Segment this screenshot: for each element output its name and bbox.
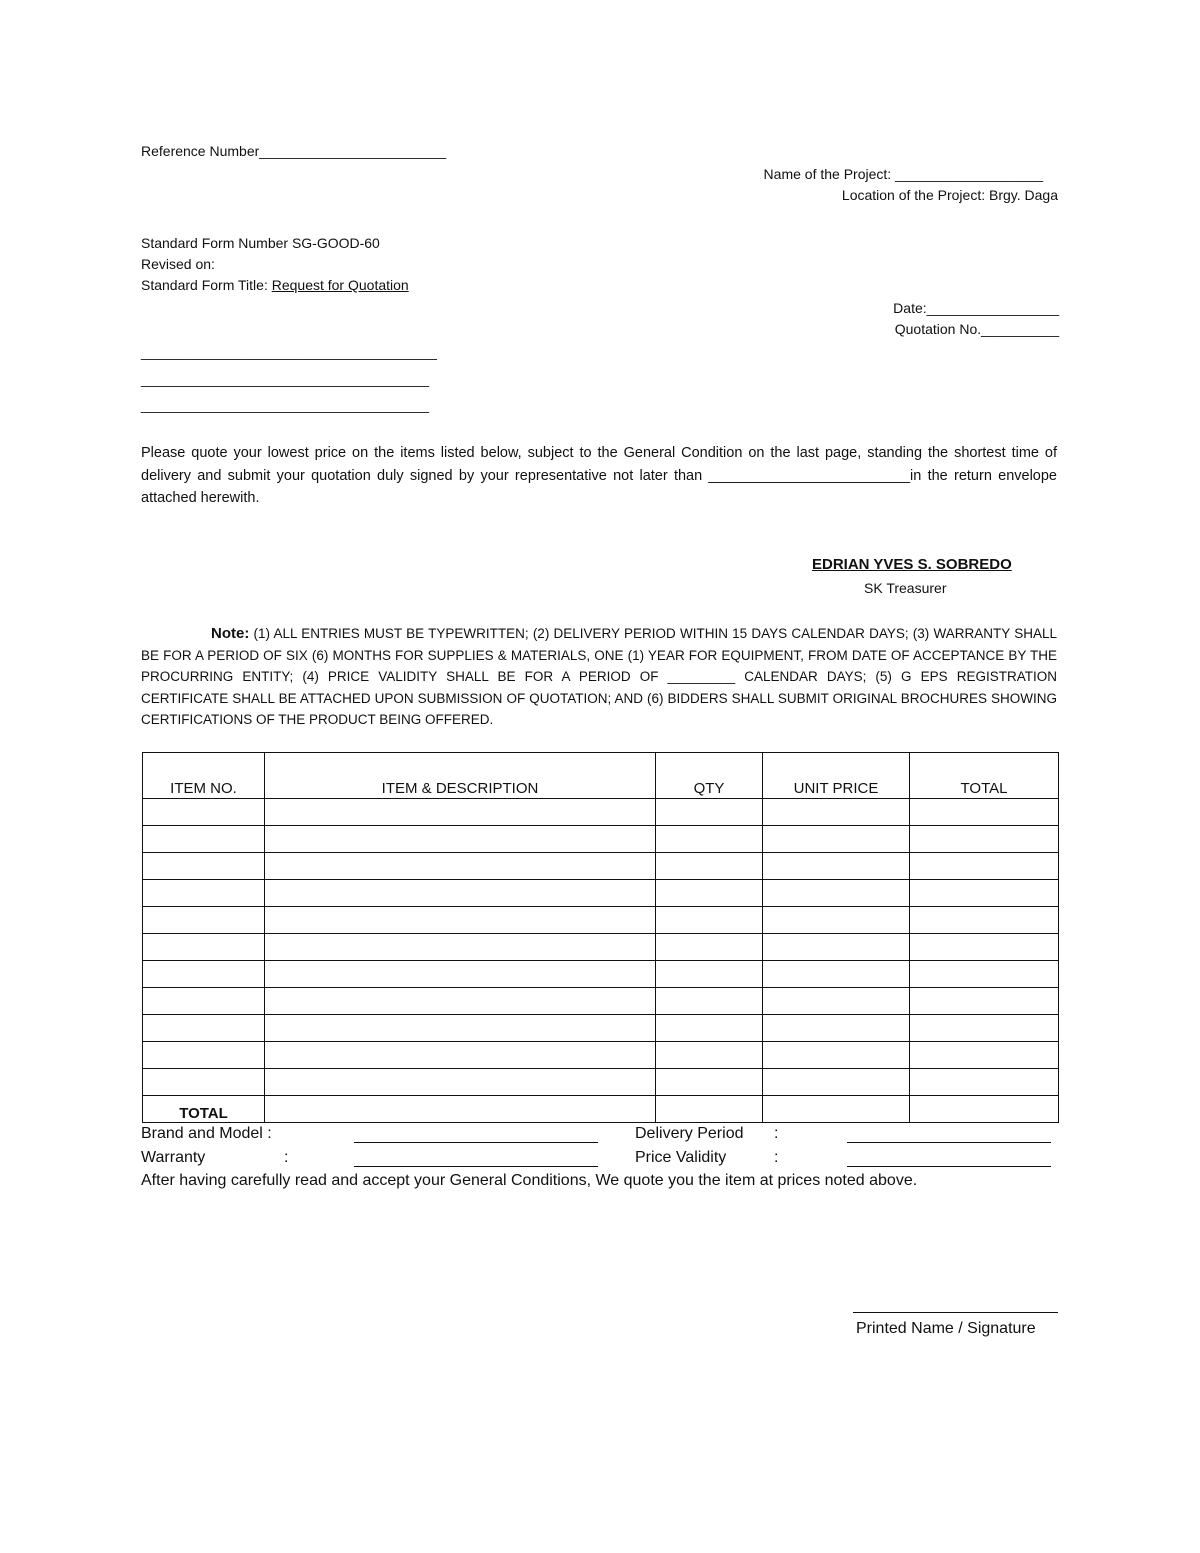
table-cell[interactable] [763, 880, 910, 907]
table-cell[interactable] [143, 1069, 265, 1096]
table-cell[interactable] [656, 907, 763, 934]
delivery-period-colon: : [774, 1125, 779, 1142]
table-row [143, 826, 1059, 853]
table-row [143, 961, 1059, 988]
form-title-value: Request for Quotation [271, 277, 409, 293]
quotation-number-field: Quotation No.__________ [894, 321, 1059, 337]
column-header-unit-price: UNIT PRICE [763, 753, 910, 799]
column-header-description: ITEM & DESCRIPTION [265, 753, 656, 799]
table-cell[interactable] [910, 1042, 1059, 1069]
table-cell[interactable] [763, 961, 910, 988]
address-line: ______________________________________ [141, 344, 437, 360]
column-header-item-no: ITEM NO. [143, 753, 265, 799]
table-cell[interactable] [656, 961, 763, 988]
table-cell[interactable] [763, 907, 910, 934]
table-cell[interactable] [143, 880, 265, 907]
table-cell[interactable] [763, 826, 910, 853]
table-row [143, 1069, 1059, 1096]
warranty-label: Warranty [141, 1149, 206, 1166]
project-location: Location of the Project: Brgy. Daga [841, 187, 1058, 203]
signatory-title: SK Treasurer [864, 580, 947, 596]
table-row [143, 880, 1059, 907]
table-cell[interactable] [910, 880, 1059, 907]
table-cell[interactable] [656, 880, 763, 907]
table-cell[interactable] [656, 853, 763, 880]
table-header-row [143, 753, 1059, 799]
table-cell[interactable] [265, 961, 656, 988]
table-cell[interactable] [656, 988, 763, 1015]
table-cell[interactable] [143, 826, 265, 853]
table-cell[interactable] [656, 1069, 763, 1096]
table-row [143, 799, 1059, 826]
signature-label: Printed Name / Signature [856, 1320, 1036, 1337]
table-cell[interactable] [265, 853, 656, 880]
table-cell[interactable] [910, 799, 1059, 826]
table-row [143, 907, 1059, 934]
table-cell[interactable] [265, 1015, 656, 1042]
note-text: (1) ALL ENTRIES MUST BE TYPEWRITTEN; (2) DELIVERY PERIOD WITHIN 15 DAYS CALENDAR DAYS; (3) WARRANTY SHALL BE FOR A PERIOD OF SIX (6) MONTHS FOR SUPPLIES & MATERIALS, ONE (1) YEAR FOR EQUIPMENT, FROM DATE OF ACCEPTANCE BY THE PROCURRING ENTITY; (4) PRICE VALIDITY SHALL BE FOR A PERIOD OF _________ CALENDAR DAYS; (5) G EPS REGISTRATION CERTIFICATE SHALL BE ATTACHED UPON SUBMISSION OF QUOTATION; AND (6) BIDDERS SHALL SUBMIT ORIGINAL BROCHURES SHOWING CERTIFICATIONS OF THE PRODUCT BEING OFFERED. [141, 626, 1057, 727]
table-total-row [143, 1096, 1059, 1123]
table-cell[interactable] [656, 934, 763, 961]
project-name-field: Name of the Project: ___________________ [763, 166, 1043, 182]
table-cell[interactable] [763, 1015, 910, 1042]
table-row [143, 1042, 1059, 1069]
date-field: Date:_________________ [893, 300, 1059, 316]
table-cell[interactable] [656, 826, 763, 853]
note-label: Note: [211, 625, 250, 642]
price-validity-colon: : [774, 1149, 779, 1166]
table-cell[interactable] [656, 799, 763, 826]
table-row [143, 853, 1059, 880]
column-header-qty: QTY [656, 753, 763, 799]
form-title [141, 277, 409, 293]
column-header-total: TOTAL [910, 753, 1059, 799]
table-cell[interactable] [910, 1069, 1059, 1096]
table-cell[interactable] [265, 826, 656, 853]
address-line: _____________________________________ [141, 371, 430, 387]
table-cell[interactable] [763, 1096, 910, 1123]
table-cell[interactable] [143, 799, 265, 826]
total-row-label: TOTAL [143, 1096, 265, 1123]
table-cell[interactable] [265, 799, 656, 826]
signatory-name: EDRIAN YVES S. SOBREDO [812, 556, 1012, 573]
table-cell[interactable] [265, 907, 656, 934]
brand-model-input[interactable] [354, 1142, 598, 1143]
table-cell[interactable] [763, 853, 910, 880]
table-cell[interactable] [143, 907, 265, 934]
table-row [143, 988, 1059, 1015]
table-cell[interactable] [143, 934, 265, 961]
table-cell[interactable] [910, 1015, 1059, 1042]
table-cell[interactable] [910, 853, 1059, 880]
table-cell[interactable] [143, 1042, 265, 1069]
table-cell[interactable] [656, 1015, 763, 1042]
table-cell[interactable] [265, 1042, 656, 1069]
table-cell[interactable] [763, 988, 910, 1015]
table-row [143, 1015, 1059, 1042]
table-cell[interactable] [143, 988, 265, 1015]
table-cell[interactable] [763, 934, 910, 961]
note-paragraph [141, 623, 1057, 731]
table-cell[interactable] [763, 1042, 910, 1069]
table-cell[interactable] [143, 961, 265, 988]
table-cell[interactable] [910, 934, 1059, 961]
delivery-period-label: Delivery Period [635, 1125, 744, 1142]
table-cell[interactable] [656, 1096, 763, 1123]
table-cell[interactable] [265, 934, 656, 961]
form-title-label: Standard Form Title: [141, 277, 272, 293]
warranty-input[interactable] [354, 1166, 598, 1167]
form-number: Standard Form Number SG-GOOD-60 [141, 235, 380, 251]
table-cell[interactable] [910, 1096, 1059, 1123]
revised-on: Revised on: [141, 256, 215, 272]
table-cell[interactable] [656, 1042, 763, 1069]
table-cell[interactable] [763, 1069, 910, 1096]
quotation-items-table [142, 752, 1059, 1123]
brand-model-label: Brand and Model : [141, 1125, 272, 1142]
table-cell[interactable] [265, 880, 656, 907]
table-cell[interactable] [265, 1096, 656, 1123]
table-cell[interactable] [910, 907, 1059, 934]
signature-line[interactable] [853, 1312, 1058, 1313]
price-validity-label: Price Validity [635, 1149, 727, 1166]
delivery-period-input[interactable] [847, 1142, 1051, 1143]
table-cell[interactable] [143, 1015, 265, 1042]
address-line: _____________________________________ [141, 397, 430, 413]
table-cell[interactable] [265, 1069, 656, 1096]
table-cell[interactable] [143, 853, 265, 880]
reference-number-field: Reference Number________________________ [141, 143, 447, 159]
closing-statement: After having carefully read and accept your General Conditions, We quote you the item at prices noted above. [141, 1172, 918, 1189]
table-cell[interactable] [910, 826, 1059, 853]
table-cell[interactable] [910, 988, 1059, 1015]
table-cell[interactable] [910, 961, 1059, 988]
table-row [143, 934, 1059, 961]
intro-paragraph: Please quote your lowest price on the items listed below, subject to the General Condition on the last page, standing the shortest time of delivery and submit your quotation duly signed by your representative not later than _________________________in the return envelope attached herewith. [141, 445, 1057, 506]
warranty-colon: : [284, 1149, 289, 1166]
table-cell[interactable] [265, 988, 656, 1015]
table-cell[interactable] [763, 799, 910, 826]
price-validity-input[interactable] [847, 1166, 1051, 1167]
